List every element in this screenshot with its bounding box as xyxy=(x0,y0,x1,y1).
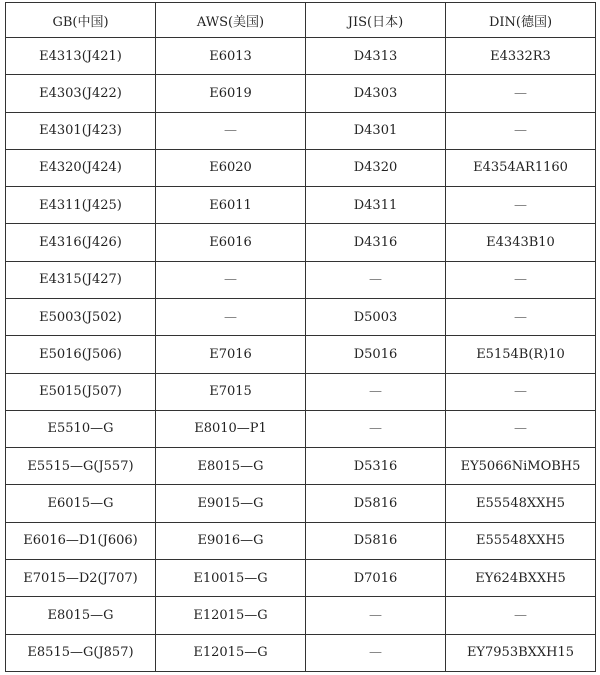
cell-din: — xyxy=(446,112,596,149)
cell-gb: E5003(J502) xyxy=(6,298,156,335)
cell-aws: E8015—G xyxy=(156,448,306,485)
cell-jis: D7016 xyxy=(306,559,446,596)
cell-din: — xyxy=(446,373,596,410)
electrode-standards-table xyxy=(5,2,596,672)
cell-gb: E4303(J422) xyxy=(6,75,156,112)
cell-din: — xyxy=(446,187,596,224)
table-row xyxy=(6,298,596,335)
cell-aws: E7015 xyxy=(156,373,306,410)
cell-gb: E7015—D2(J707) xyxy=(6,559,156,596)
header-din: DIN(德国) xyxy=(446,3,596,38)
cell-din: — xyxy=(446,597,596,634)
cell-din: — xyxy=(446,261,596,298)
cell-gb: E8015—G xyxy=(6,597,156,634)
table-row xyxy=(6,448,596,485)
table-row xyxy=(6,261,596,298)
cell-gb: E4301(J423) xyxy=(6,112,156,149)
cell-jis: — xyxy=(306,597,446,634)
table-body xyxy=(6,38,596,672)
cell-gb: E5016(J506) xyxy=(6,336,156,373)
cell-jis: D5816 xyxy=(306,522,446,559)
cell-din: E5154B(R)10 xyxy=(446,336,596,373)
cell-aws: E10015—G xyxy=(156,559,306,596)
cell-din: E4332R3 xyxy=(446,38,596,75)
cell-gb: E5015(J507) xyxy=(6,373,156,410)
cell-din: E55548XXH5 xyxy=(446,485,596,522)
cell-aws: E6019 xyxy=(156,75,306,112)
cell-aws: E12015—G xyxy=(156,634,306,672)
header-aws: AWS(美国) xyxy=(156,3,306,38)
header-jis: JIS(日本) xyxy=(306,3,446,38)
table-row xyxy=(6,410,596,447)
table-row xyxy=(6,373,596,410)
cell-aws: E6016 xyxy=(156,224,306,261)
header-gb: GB(中国) xyxy=(6,3,156,38)
cell-gb: E4311(J425) xyxy=(6,187,156,224)
cell-aws: E6013 xyxy=(156,38,306,75)
cell-gb: E8515—G(J857) xyxy=(6,634,156,672)
header-row xyxy=(6,3,596,38)
cell-jis: D4311 xyxy=(306,187,446,224)
comparison-table-container xyxy=(5,2,595,672)
cell-jis: D4303 xyxy=(306,75,446,112)
cell-gb: E6015—G xyxy=(6,485,156,522)
cell-jis: D4313 xyxy=(306,38,446,75)
table-row xyxy=(6,224,596,261)
cell-din: EY5066NiMOBH5 xyxy=(446,448,596,485)
cell-aws: — xyxy=(156,298,306,335)
cell-aws: E6011 xyxy=(156,187,306,224)
cell-din: — xyxy=(446,75,596,112)
table-row xyxy=(6,75,596,112)
cell-jis: D5316 xyxy=(306,448,446,485)
cell-jis: — xyxy=(306,634,446,672)
cell-jis: — xyxy=(306,410,446,447)
table-row xyxy=(6,559,596,596)
cell-din: E4343B10 xyxy=(446,224,596,261)
cell-din: EY624BXXH5 xyxy=(446,559,596,596)
table-row xyxy=(6,634,596,672)
cell-aws: E12015—G xyxy=(156,597,306,634)
table-row xyxy=(6,522,596,559)
cell-jis: D5003 xyxy=(306,298,446,335)
table-row xyxy=(6,112,596,149)
cell-din: EY7953BXXH15 xyxy=(446,634,596,672)
table-row xyxy=(6,38,596,75)
cell-din: — xyxy=(446,298,596,335)
cell-aws: E6020 xyxy=(156,149,306,186)
cell-gb: E4320(J424) xyxy=(6,149,156,186)
cell-jis: D4316 xyxy=(306,224,446,261)
cell-jis: — xyxy=(306,373,446,410)
cell-din: — xyxy=(446,410,596,447)
table-row xyxy=(6,597,596,634)
cell-gb: E6016—D1(J606) xyxy=(6,522,156,559)
cell-gb: E5510—G xyxy=(6,410,156,447)
cell-aws: E9016—G xyxy=(156,522,306,559)
cell-jis: D5016 xyxy=(306,336,446,373)
table-row xyxy=(6,149,596,186)
cell-jis: D4301 xyxy=(306,112,446,149)
table-row xyxy=(6,336,596,373)
cell-aws: E7016 xyxy=(156,336,306,373)
cell-jis: D5816 xyxy=(306,485,446,522)
cell-gb: E5515—G(J557) xyxy=(6,448,156,485)
cell-aws: E8010—P1 xyxy=(156,410,306,447)
cell-din: E4354AR1160 xyxy=(446,149,596,186)
cell-gb: E4315(J427) xyxy=(6,261,156,298)
cell-aws: E9015—G xyxy=(156,485,306,522)
table-row xyxy=(6,187,596,224)
cell-din: E55548XXH5 xyxy=(446,522,596,559)
cell-aws: — xyxy=(156,261,306,298)
cell-gb: E4313(J421) xyxy=(6,38,156,75)
cell-jis: — xyxy=(306,261,446,298)
cell-aws: — xyxy=(156,112,306,149)
cell-jis: D4320 xyxy=(306,149,446,186)
table-row xyxy=(6,485,596,522)
cell-gb: E4316(J426) xyxy=(6,224,156,261)
